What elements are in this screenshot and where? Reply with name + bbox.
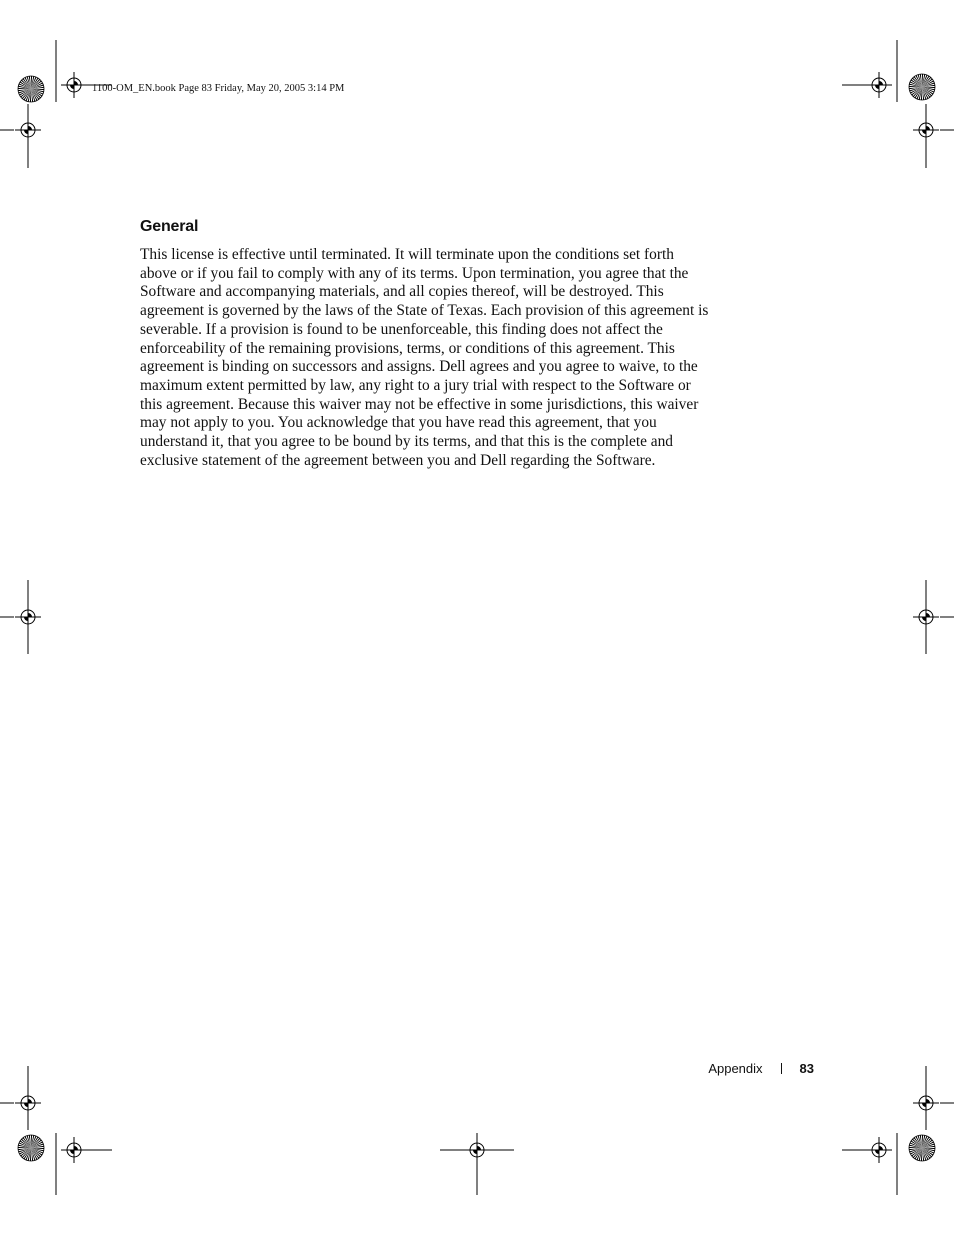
registration-mark-icon	[866, 72, 892, 98]
section-heading: General	[140, 218, 199, 235]
registration-mark-icon	[15, 117, 41, 143]
body-line: severable. If a provision is found to be unenforceable, this finding does not affect the	[140, 320, 663, 338]
section-body	[140, 246, 740, 470]
page-number: 83	[799, 1061, 814, 1076]
body-line: may not apply to you. You acknowledge that you have read this agreement, that you	[140, 414, 657, 432]
page-footer	[708, 1061, 814, 1076]
star-target-icon	[909, 1135, 935, 1161]
registration-fill	[922, 126, 930, 134]
registration-fill	[922, 1099, 930, 1107]
star-target-icon	[18, 76, 44, 102]
registration-fill	[24, 1099, 32, 1107]
body-line: above or if you fail to comply with any of its terms. Upon termination, you agree that the	[140, 264, 689, 282]
registration-mark-icon	[464, 1137, 490, 1163]
body-line: Software and accompanying materials, and all copies thereof, will be destroyed. This	[140, 283, 664, 301]
body-line: agreement is binding on successors and assigns. Dell agrees and you agree to waive, to the	[140, 358, 698, 376]
registration-fill	[70, 81, 78, 89]
body-line: exclusive statement of the agreement between you and Dell regarding the Software.	[140, 451, 656, 469]
registration-fill	[24, 126, 32, 134]
body-line: understand it, that you agree to be bound by its terms, and that this is the complete and	[140, 433, 673, 451]
registration-mark-icon	[61, 1137, 87, 1163]
body-line: this agreement. Because this waiver may not be effective in some jurisdictions, this waiver	[140, 395, 699, 413]
body-line: agreement is governed by the laws of the State of Texas. Each provision of this agreement is	[140, 302, 709, 320]
star-target-icon	[18, 1135, 44, 1161]
registration-mark-icon	[15, 604, 41, 630]
registration-mark-icon	[913, 117, 939, 143]
body-line: maximum extent permitted by law, any right to a jury trial with respect to the Software or	[140, 376, 691, 394]
registration-fill	[875, 81, 883, 89]
registration-fill	[473, 1146, 481, 1154]
print-slug-line: 1100-OM_EN.book Page 83 Friday, May 20, 2005 3:14 PM	[92, 83, 345, 94]
footer-separator	[781, 1063, 782, 1074]
registration-fill	[70, 1146, 78, 1154]
footer-chapter: Appendix	[708, 1061, 763, 1076]
body-line: enforceability of the remaining provisions, terms, or conditions of this agreement. This	[140, 339, 675, 357]
registration-fill	[24, 613, 32, 621]
registration-fill	[922, 613, 930, 621]
registration-mark-icon	[913, 604, 939, 630]
registration-mark-icon	[866, 1137, 892, 1163]
star-target-icon	[909, 74, 935, 100]
body-line: This license is effective until terminated. It will terminate upon the conditions set forth	[140, 246, 674, 263]
registration-mark-icon	[913, 1090, 939, 1116]
registration-mark-icon	[61, 72, 87, 98]
registration-fill	[875, 1146, 883, 1154]
registration-mark-icon	[15, 1090, 41, 1116]
